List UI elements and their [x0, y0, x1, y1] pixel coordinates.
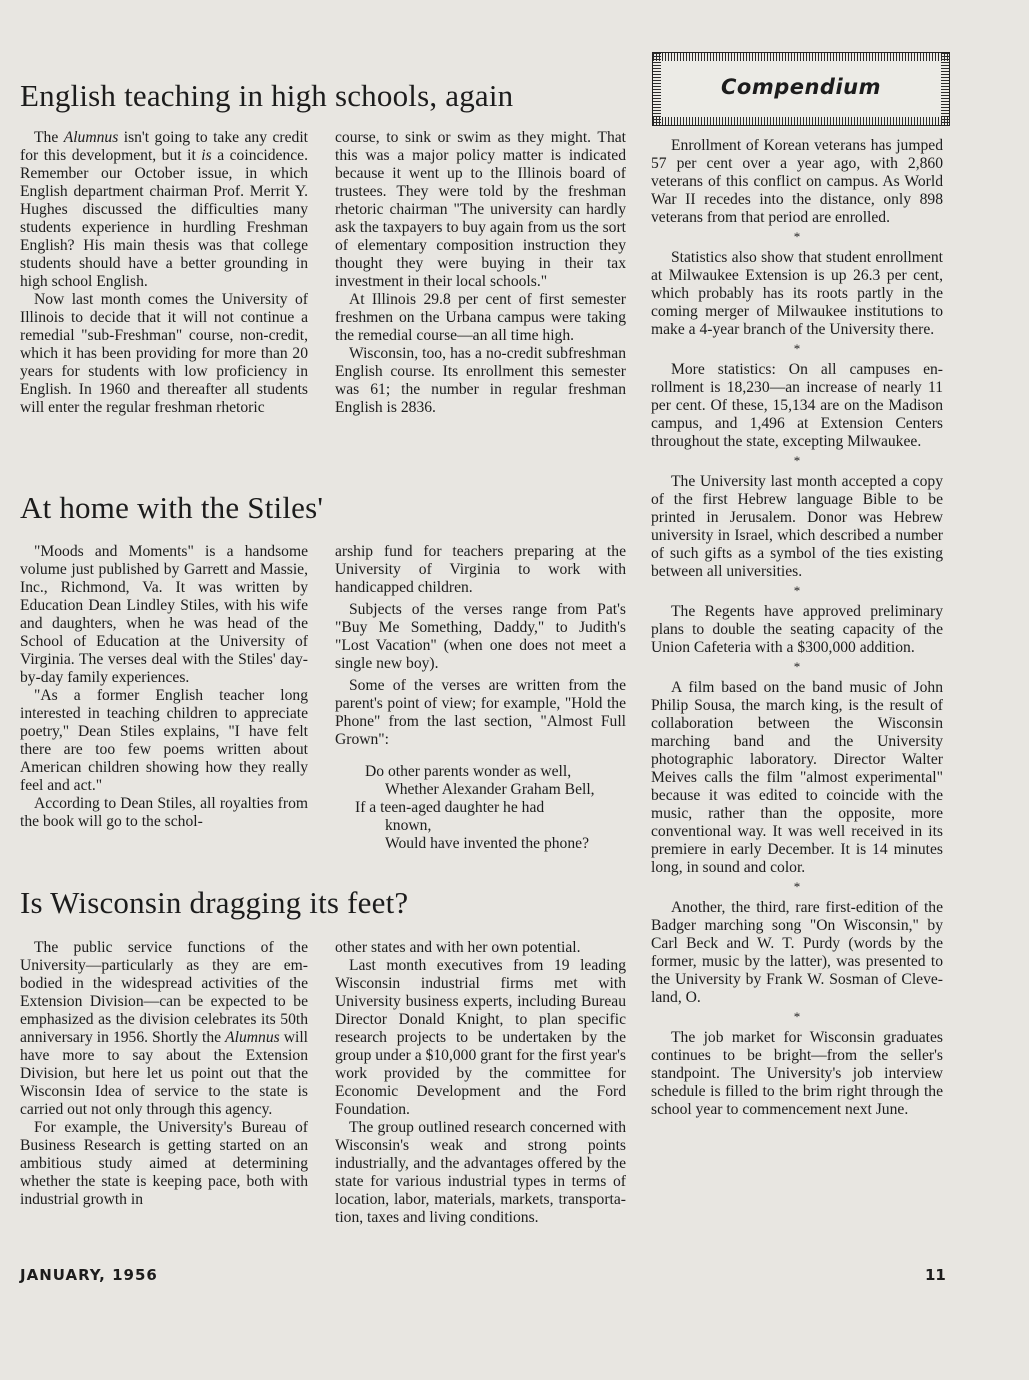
item-separator: *	[793, 659, 801, 674]
paragraph: According to Dean Stiles, all royalties from the book will go to the schol-	[20, 795, 308, 830]
issue-date: JANUARY, 1956	[20, 1266, 158, 1284]
paragraph: Now last month comes the University of Illinois to decide that it will not continue a remedial "sub-Freshman" course, non-credit, which it has been providing for more than 20 years for students with low proficiency in English. In 1960 and thereafter all students will enter the regular freshman rhetoric	[20, 291, 308, 416]
paragraph: For example, the University's Bureau of Business Research is getting started on an ambitious study aimed at determining whether the state is keeping pace, both with industrial growth in	[20, 1119, 308, 1208]
article-title-stiles: At home with the Stiles'	[20, 490, 324, 525]
compendium-item: Enrollment of Korean veterans has jumped 57 per cent over a year ago, with 2,860 veterans of this conflict on campus. As World War II recedes into the distance, only 898 veterans from that period are enrolled.	[651, 137, 943, 226]
compendium-title: Compendium	[720, 75, 881, 99]
paragraph: Last month executives from 19 leading Wisconsin industrial firms met with University business experts, including Bureau Director Donald Knight, to plan specific research projects to be undertaken by the group under a $10,000 grant for the first year's work provided by the committee for Economic Development and the Ford Foundation.	[335, 957, 626, 1118]
article-title-english-teaching: English teaching in high schools, again	[20, 78, 514, 113]
paragraph: At Illinois 29.8 per cent of first semester freshmen on the Urbana campus were taking the remedial course—an all time high.	[335, 291, 626, 344]
page-number: 11	[925, 1266, 946, 1284]
publication-name: Alumnus	[63, 129, 119, 146]
poem-line: Whether Alexander Graham Bell,	[385, 781, 595, 798]
article-english-teaching-column-2	[335, 129, 626, 417]
publication-name: Alumnus	[225, 1029, 280, 1046]
compendium-item: The Regents have approved preliminary plans to double the seating capacity of the Union Cafeteria with a $300,000 addition.	[651, 603, 943, 656]
compendium-item: More statistics: On all campuses enrollment is 18,230—an increase of nearly 11 per cent. Of these, 15,134 are on the Madison campus, and 1,496 at Extension Centers throughout the state, excepting Milwaukee.	[651, 361, 943, 450]
poem-line: Do other parents wonder as well,	[365, 763, 572, 780]
item-separator: *	[793, 1009, 801, 1024]
item-separator: *	[793, 453, 801, 468]
paragraph	[20, 939, 308, 1119]
paragraph: Subjects of the verses range from Pat's "Buy Me Something, Daddy," to Judith's "Lost Vacation" (when one does not meet a single new boy).	[335, 601, 626, 672]
poem-line: Would have invented the phone?	[385, 835, 589, 852]
emphasis: is	[201, 147, 212, 164]
article-stiles-column-1	[20, 543, 308, 831]
item-separator: *	[793, 879, 801, 894]
paragraph: Some of the verses are written from the parent's point of view; for example, "Hold the Phone" from the last section, "Almost Full Grown":	[335, 677, 626, 748]
article-title-wisconsin-feet: Is Wisconsin dragging its feet?	[20, 885, 409, 920]
compendium-item: A film based on the band music of John Philip Sousa, the march king, is the result of collaboration between the Wisconsin marching band and the University photographic laboratory. Director Walter Meives calls the film "almost experimental" because it was edited to coincide with the music, rather than the opposite, more conventional way. It was well received in its premiere in early December. It is 14 minutes long, in sound and color.	[651, 679, 943, 876]
article-wisconsin-column-2	[335, 939, 626, 1227]
paragraph	[20, 129, 308, 291]
poem-line: If a teen-aged daughter he had	[355, 799, 545, 816]
compendium-item: The job market for Wisconsin graduates continues to be bright—from the seller's standpoint. The University's job interview schedule is filled to the brim right through the school year to commencement next June.	[651, 1029, 943, 1118]
decorative-border	[653, 53, 949, 61]
compendium-item: Statistics also show that student enrollment at Milwaukee Extension is up 26.3 per cent, which probably has its roots partly in the coming merger of Milwaukee institutions to make a 4-year branch of the University there.	[651, 249, 943, 338]
paragraph: "Moods and Moments" is a handsome volume just published by Garrett and Massie, Inc., Richmond, Va. It was written by Education Dean Lindley Stiles, with his wife and daughters, when he was head of the School of Education at the University of Virginia. The verses deal with the Stiles' day-by-day family experiences.	[20, 543, 308, 686]
decorative-border	[653, 117, 949, 125]
text-run: will have more to say about the Extension Division, but here let us point out that the Wisconsin Idea of service to the state is carried out not only through this agency.	[20, 1029, 308, 1118]
compendium-header-box	[652, 52, 950, 126]
compendium-column	[651, 137, 943, 1119]
paragraph: arship fund for teachers preparing at the University of Virginia to work with handicapped children.	[335, 543, 626, 596]
compendium-item: The University last month accepted a copy of the first Hebrew language Bible to be printed in Jerusalem. Donor was Hebrew university in Israel, which described a number of such gifts as a symbol of the ties existing between all universities.	[651, 473, 943, 580]
item-separator: *	[793, 583, 801, 598]
paragraph: "As a former English teacher long interested in teaching children to appreciate poetry," Dean Stiles explains, "I have felt there are too few poems written about American children showing how they really feel and act."	[20, 687, 308, 794]
item-separator: *	[793, 341, 801, 356]
poem-line: known,	[385, 817, 432, 834]
compendium-item: Another, the third, rare first-edition of the Badger marching song "On Wisconsin," by Carl Beck and W. T. Purdy (words by the former, music by the latter), was presented to the University by Frank W. Sosman of Cleveland, O.	[651, 899, 943, 1006]
paragraph: Wisconsin, too, has a no-credit subfreshman English course. Its enrollment this semester was 61; the number in regular freshman English is 2836.	[335, 345, 626, 416]
article-stiles-column-2	[335, 543, 626, 853]
text-run: The public service functions of the University—particularly as they are embodied in the widespread activities of the Extension Division—can be expected to be emphasized as the division celebrates its 50th anniversary in 1956. Shortly the	[20, 939, 308, 1046]
paragraph: other states and with her own potential.	[335, 939, 581, 956]
paragraph: course, to sink or swim as they might. That this was a major policy matter is indicated because it went up to the Illinois board of trustees. They were told by the freshman rhetoric chairman "The university can hardly ask the taxpayers to buy again from us the sort of elementary composition instruction they thought they were buying in their tax investment in their local schools."	[335, 129, 626, 290]
article-english-teaching-column-1	[20, 129, 308, 417]
text-run: The	[34, 129, 64, 146]
article-wisconsin-column-1	[20, 939, 308, 1209]
item-separator: *	[793, 229, 801, 244]
text-run: isn't going to take any credit for this development, but it	[20, 129, 308, 164]
poem-excerpt	[355, 763, 626, 853]
paragraph: The group outlined research concerned with Wisconsin's weak and strong points industrially, and the advantages offered by the state for various industrial types in terms of location, labor, materials, markets, transportation, taxes and living conditions.	[335, 1119, 626, 1226]
text-run: a coincidence. Remember our October issue, in which English department chairman Prof. Merrit Y. Hughes discussed the difficulties many students experience in hurdling Freshman English? His main thesis was that college students should have a better grounding in high school English.	[20, 147, 308, 290]
